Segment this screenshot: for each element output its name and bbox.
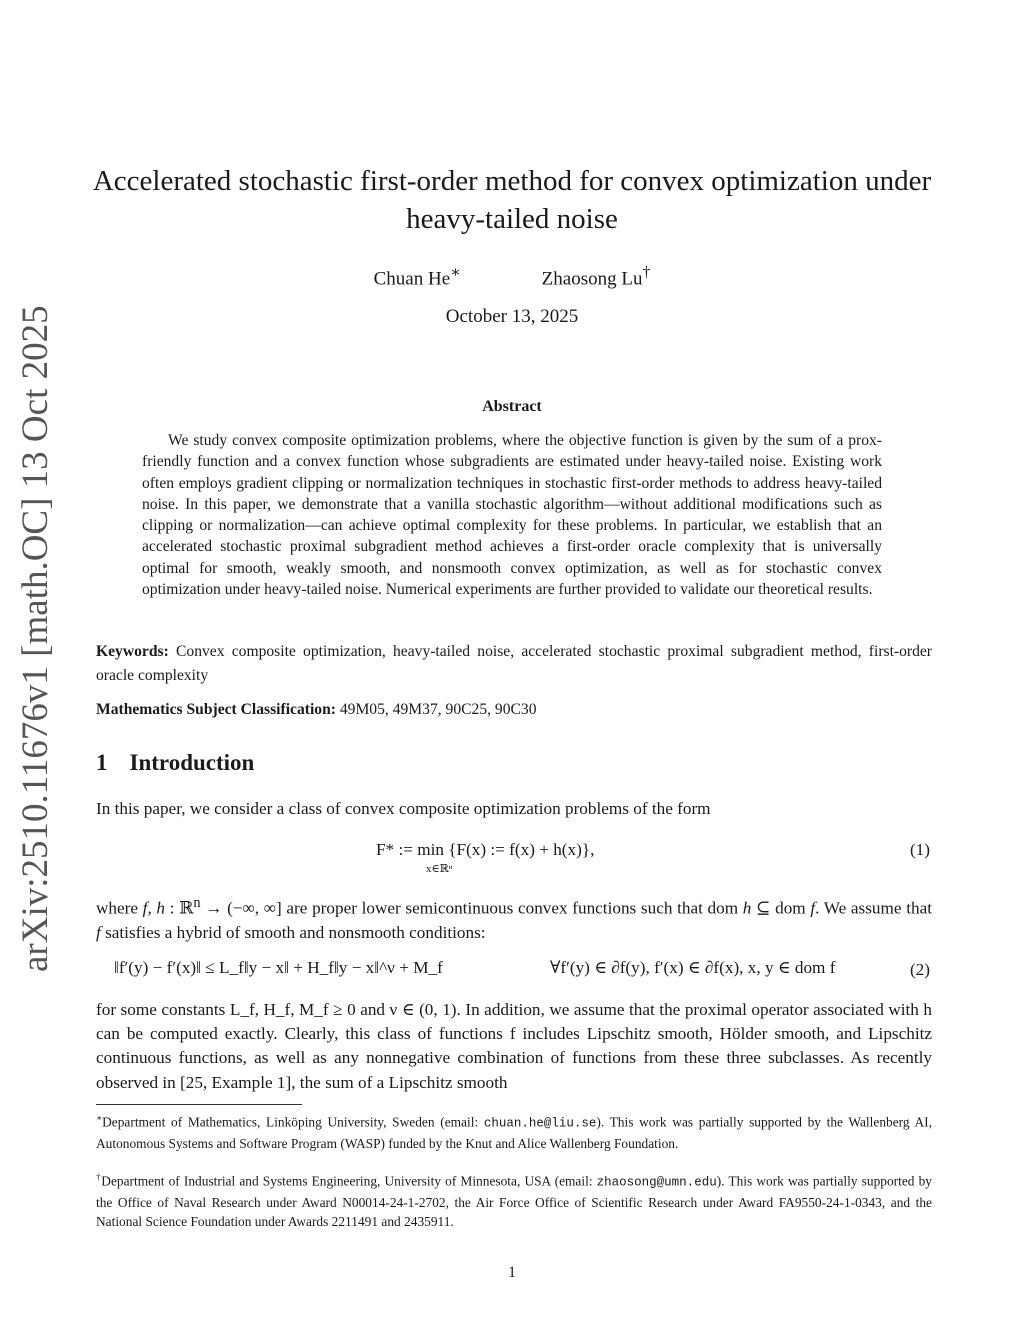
section-heading bbox=[96, 750, 254, 776]
publication-date: October 13, 2025 bbox=[445, 306, 579, 327]
footnote-2: †Department of Industrial and Systems Engineering, University of Minnesota, USA (email: zhaosong@umn.edu). This work was partially supported by the Office of Naval Research under Award N00014-24-1-2702, the Air Force Office of Scientific Research under Award FA9550-24-1-0343, and the National Science Foundation under Awards 2211491 and 2435911. bbox=[96, 1172, 933, 1230]
keywords-text: Convex composite optimization, heavy-tailed noise, accelerated stochastic proximal subgradient method, first-order oracle complexity bbox=[96, 643, 932, 684]
msc-text: 49M05, 49M37, 90C25, 90C30 bbox=[339, 701, 537, 718]
footnote-1: ∗Department of Mathematics, Linköping University, Sweden (email: chuan.he@liu.se). This work was partially supported by the Wallenberg AI, Autonomous Systems and Software Program (WASP) funded by the Knut and Alice Wallenberg Foundation. bbox=[96, 1113, 932, 1151]
equation-1 bbox=[96, 838, 932, 878]
footnote-2-email[interactable]: zhaosong@umn.edu bbox=[596, 1175, 717, 1190]
paper-title: Accelerated stochastic first-order method for convex optimization under heavy-tailed noise bbox=[92, 165, 932, 235]
abstract-body: We study convex composite optimization problems, where the objective function is given by the sum of a prox-friendly function and a convex function whose subgradients are estimated under heavy-tailed noise. Existing work often employs gradient clipping or normalization techniques in stochastic first-order methods to address heavy-tailed noise. In this paper, we demonstrate that a vanilla stochastic algorithm—without additional modifications such as clipping or normalization—can achieve optimal complexity for these problems. In particular, we establish that an accelerated stochastic proximal subgradient method achieves a first-order oracle complexity that is universally optimal for smooth, weakly smooth, and nonsmooth convex optimization, as well as for stochastic convex optimization under heavy-tailed noise. Numerical experiments are further provided to validate our theoretical results. bbox=[142, 432, 882, 599]
footnote-1-email[interactable]: chuan.he@liu.se bbox=[483, 1116, 597, 1131]
equation-2-left: ‖f′(y) − f′(x)‖ ≤ L_f‖y − x‖ + H_f‖y − x‖^ν + M_f bbox=[114, 958, 443, 977]
intro-paragraph-3: for some constants L_f, H_f, M_f ≥ 0 and ν ∈ (0, 1). In addition, we assume that the proximal operator associated with h can be computed exactly. Clearly, this class of functions f includes Lipschitz smooth, Hölder smooth, and Lipschitz continuous functions, as well as any nonnegative combination of functions from these three subclasses. As recently observed in [25, Example 1], the sum of a Lipschitz smooth bbox=[96, 1000, 932, 1092]
footnote-2-mark: † bbox=[96, 1172, 102, 1182]
intro-paragraph-2: where f, h : ℝ$^n$ → (−∞, ∞] are proper lower semicontinuous convex functions such that dom h ⊆ dom f. We assume that f satisfies a hybrid of smooth and nonsmooth conditions: bbox=[96, 895, 932, 942]
equation-1-expression: F* := min {F(x) := f(x) + h(x)}, bbox=[376, 840, 595, 859]
section-title: Introduction bbox=[129, 750, 255, 775]
author-list bbox=[0, 262, 1024, 290]
abstract-heading: Abstract bbox=[482, 398, 542, 415]
arxiv-identifier-stamp: arXiv:2510.11676v1 [math.OC] 13 Oct 2025 bbox=[15, 305, 56, 972]
section-number: 1 bbox=[96, 750, 108, 775]
keywords-label: Keywords: bbox=[96, 643, 169, 660]
footnote-divider bbox=[96, 1104, 302, 1105]
author-1: Chuan He∗ bbox=[373, 264, 461, 290]
equation-2-right: ∀f′(y) ∈ ∂f(y), f′(x) ∈ ∂f(x), x, y ∈ dom f bbox=[550, 958, 836, 977]
footnote-1-mark: ∗ bbox=[96, 1113, 103, 1123]
equation-2 bbox=[96, 958, 932, 984]
subject-classification bbox=[96, 698, 932, 722]
equation-2-number: (2) bbox=[909, 960, 930, 979]
page-number: 1 bbox=[508, 1264, 516, 1281]
author-2: Zhaosong Lu† bbox=[541, 264, 651, 290]
msc-label: Mathematics Subject Classification: bbox=[96, 701, 336, 718]
equation-1-subscript: x∈ℝⁿ bbox=[426, 863, 453, 875]
intro-paragraph-1: In this paper, we consider a class of convex composite optimization problems of the form bbox=[96, 799, 711, 818]
keywords bbox=[96, 640, 932, 688]
equation-1-number: (1) bbox=[909, 840, 930, 859]
